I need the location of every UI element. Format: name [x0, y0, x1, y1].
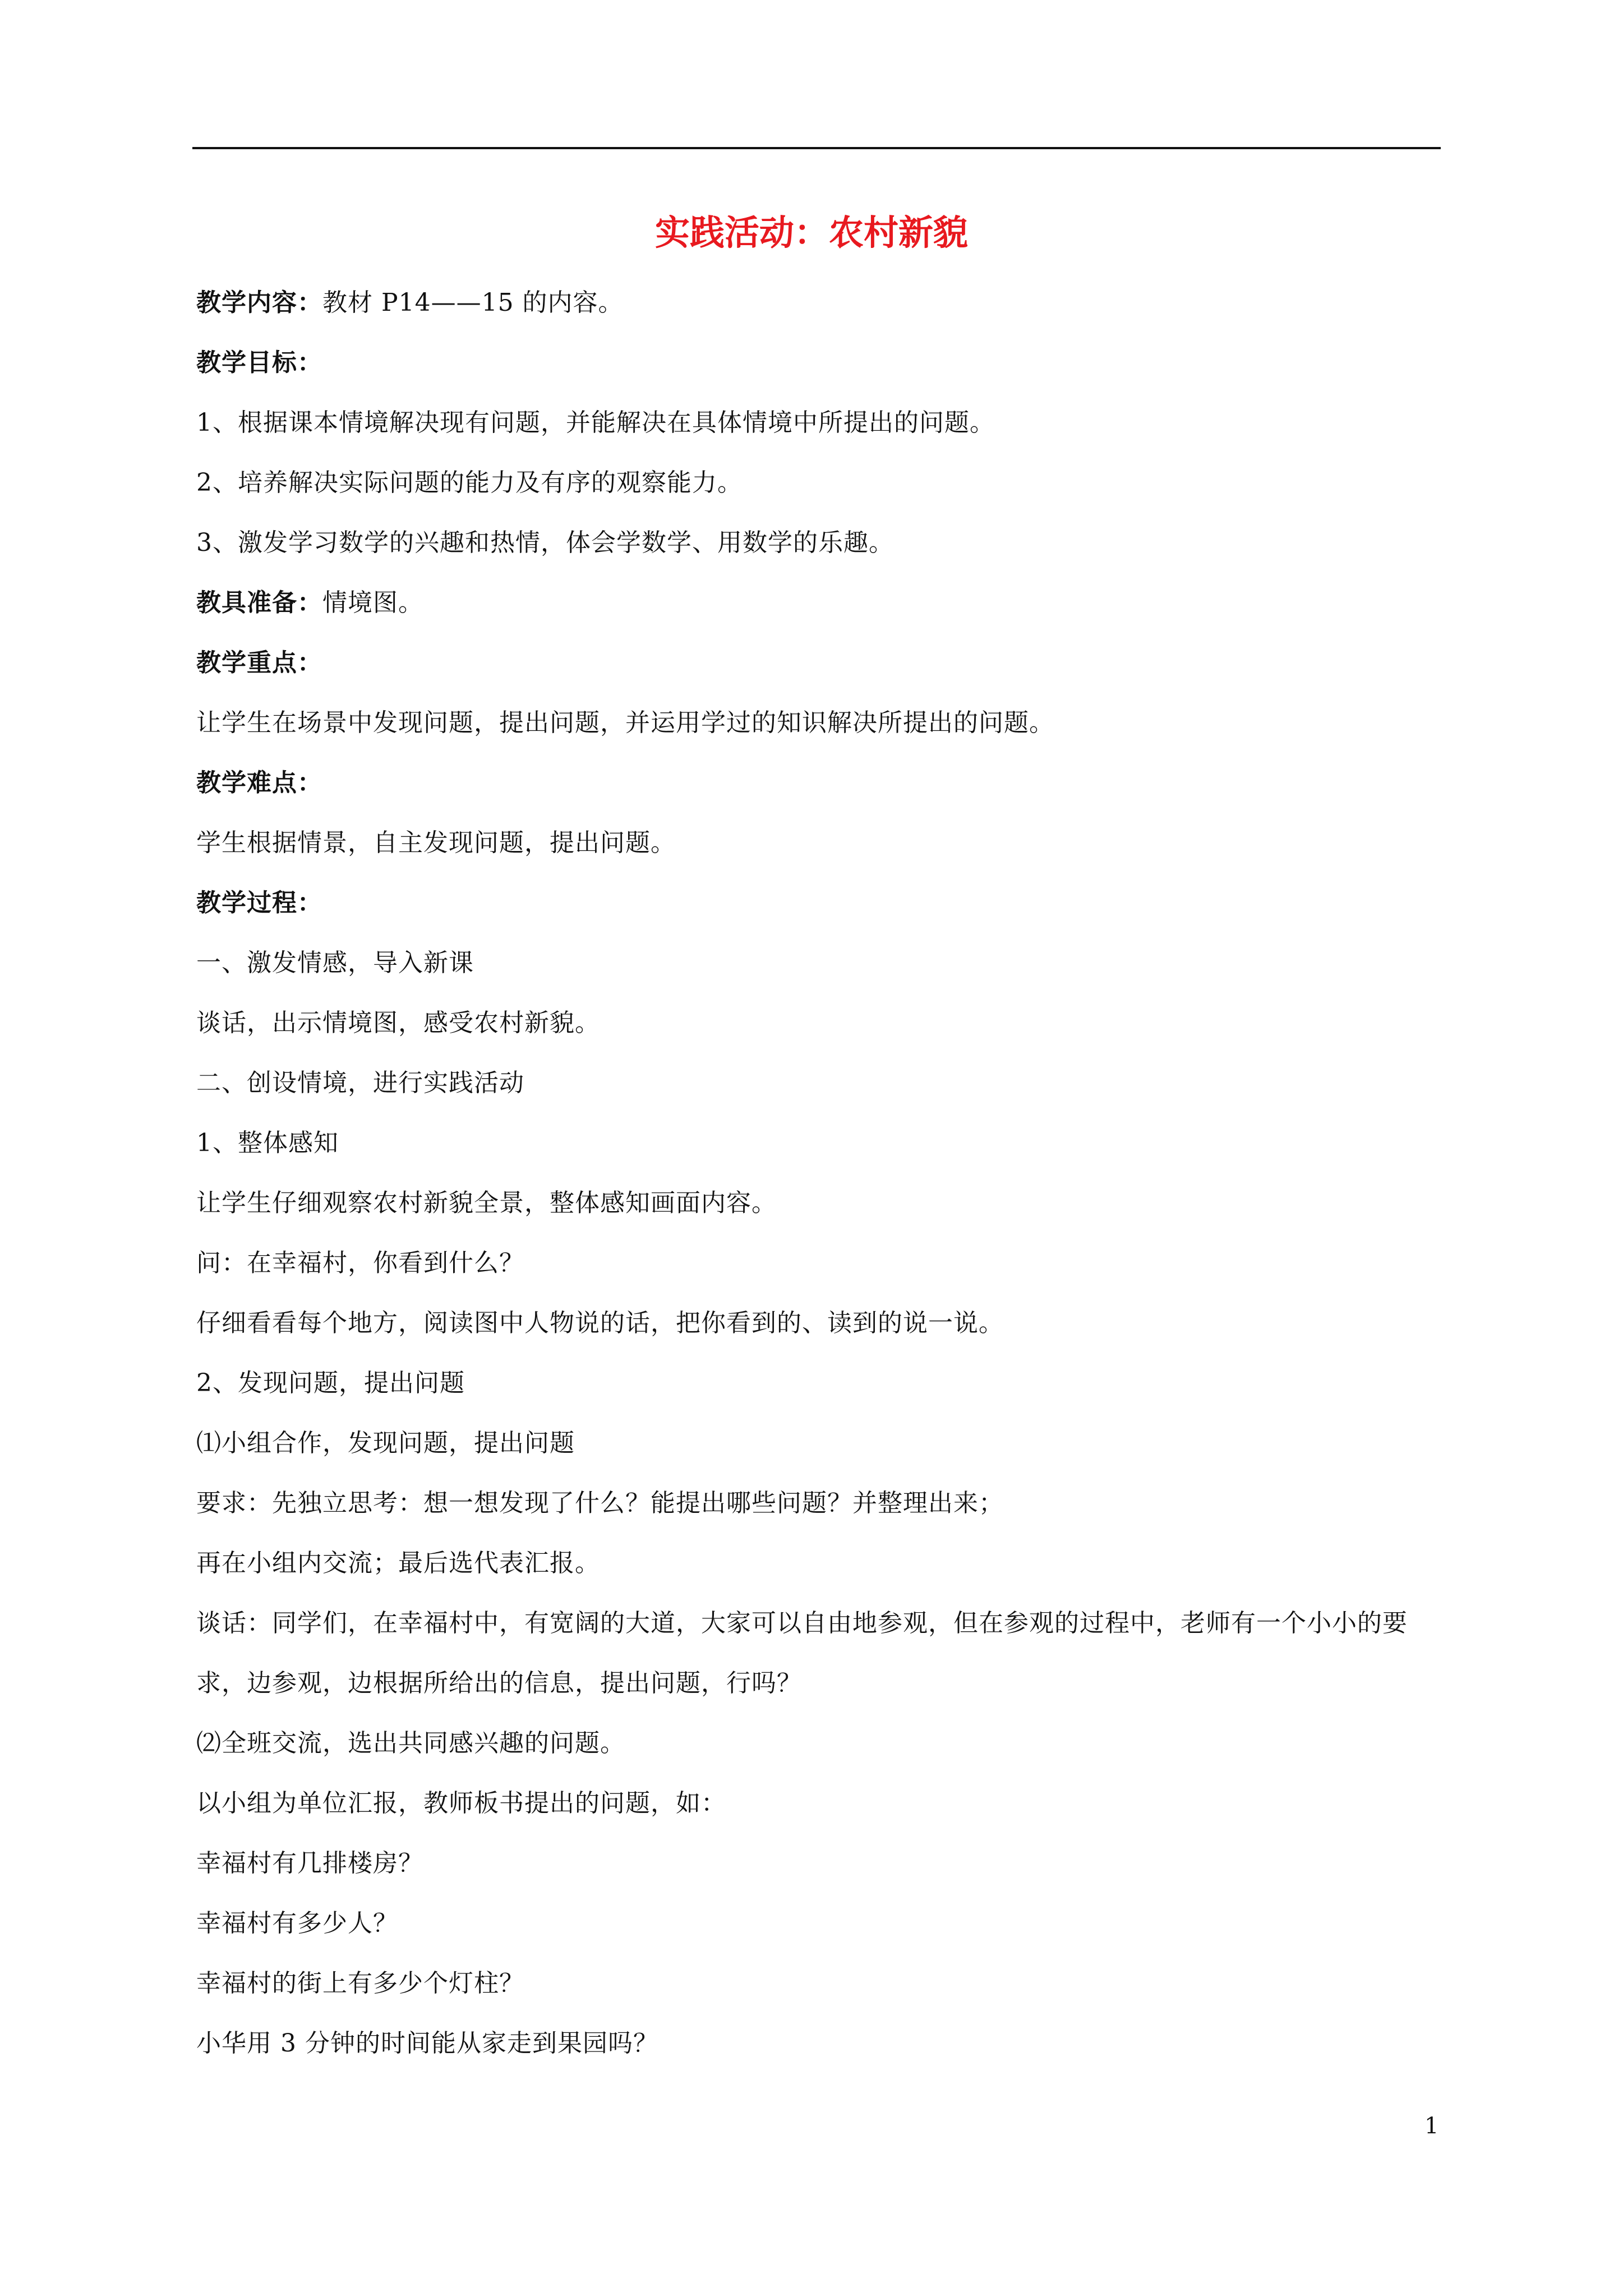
process-line: 要求：先独立思考：想一想发现了什么？能提出哪些问题？并整理出来；: [196, 1489, 1004, 1517]
process-line: 幸福村有几排楼房？: [196, 1849, 423, 1878]
goal-item: 3、激发学习数学的兴趣和热情，体会学数学、用数学的乐趣。: [196, 528, 894, 557]
teaching-content-value: 教材 P14——15 的内容。: [322, 288, 624, 317]
process-line: 幸福村的街上有多少个灯柱？: [196, 1969, 524, 1998]
process-line: ⑴小组合作，发现问题，提出问题: [196, 1429, 575, 1457]
process-line: 一、激发情感，导入新课: [196, 949, 474, 977]
process-line: 仔细看看每个地方，阅读图中人物说的话，把你看到的、读到的说一说。: [196, 1309, 1004, 1337]
process-line: 再在小组内交流；最后选代表汇报。: [196, 1549, 600, 1577]
goal-item: 1、根据课本情境解决现有问题，并能解决在具体情境中所提出的问题。: [196, 408, 995, 437]
process-line: ⑵全班交流，选出共同感兴趣的问题。: [196, 1729, 625, 1757]
teaching-content-label: 教学内容：: [196, 288, 322, 317]
teaching-tools: [196, 573, 1441, 633]
difficulty-heading: 教学难点：: [196, 769, 322, 797]
process-line: 让学生仔细观察农村新貌全景，整体感知画面内容。: [196, 1189, 777, 1217]
process-line: 小华用 3 分钟的时间能从家走到果园吗？: [196, 2029, 658, 2058]
process-line: 谈话：同学们，在幸福村中，有宽阔的大道，大家可以自由地参观，但在参观的过程中，老师有一个小小的要求，边参观，边根据所给出的信息，提出问题，行吗？: [196, 1609, 1408, 1697]
process-line: 1、整体感知: [196, 1129, 339, 1157]
teaching-tools-label: 教具准备：: [196, 588, 322, 617]
teaching-tools-value: 情境图。: [322, 588, 423, 617]
process-line: 问：在幸福村，你看到什么？: [196, 1249, 524, 1277]
key-points-text: 让学生在场景中发现问题，提出问题，并运用学过的知识解决所提出的问题。: [196, 708, 1054, 737]
process-line: 2、发现问题，提出问题: [196, 1369, 465, 1397]
page-title: 实践活动：农村新貌: [654, 212, 968, 253]
goal-item: 2、培养解决实际问题的能力及有序的观察能力。: [196, 468, 743, 497]
process-line: 二、创设情境，进行实践活动: [196, 1069, 524, 1097]
process-line: 幸福村有多少人？: [196, 1909, 398, 1938]
header-rule: [192, 147, 1441, 149]
process-heading: 教学过程：: [196, 889, 322, 917]
process-line: 以小组为单位汇报，教师板书提出的问题，如：: [196, 1789, 726, 1818]
page-number: 1: [1424, 2113, 1439, 2139]
goals-heading: 教学目标：: [196, 348, 322, 377]
key-points-heading: 教学重点：: [196, 648, 322, 677]
process-line: 谈话，出示情境图，感受农村新貌。: [196, 1009, 600, 1037]
difficulty-text: 学生根据情景，自主发现问题，提出问题。: [196, 829, 676, 857]
teaching-content: [196, 273, 1441, 333]
document-body: [196, 273, 1441, 2073]
